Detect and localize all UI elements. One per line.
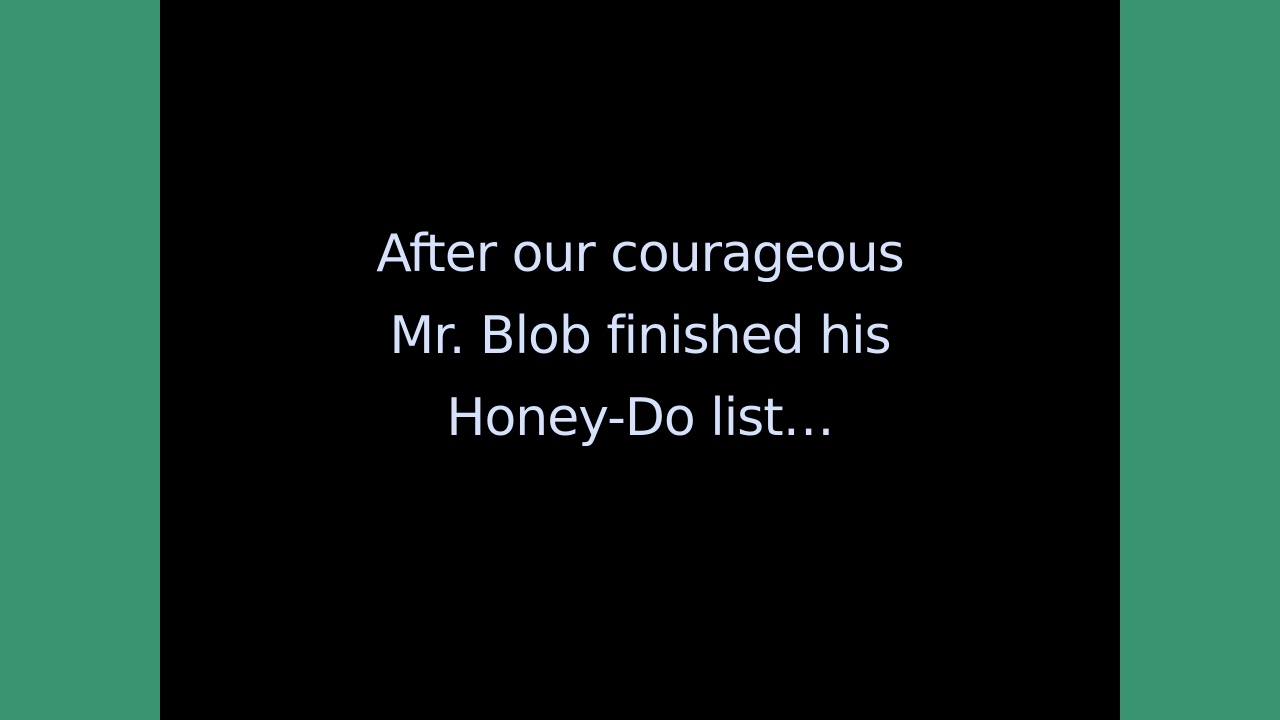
caption-line-3: Honey-Do list… (446, 388, 834, 448)
caption-line-2: Mr. Blob finished his (389, 306, 891, 366)
slide (160, 0, 1120, 720)
slide-caption (160, 213, 1120, 459)
caption-line-1: After our courageous (376, 224, 904, 284)
